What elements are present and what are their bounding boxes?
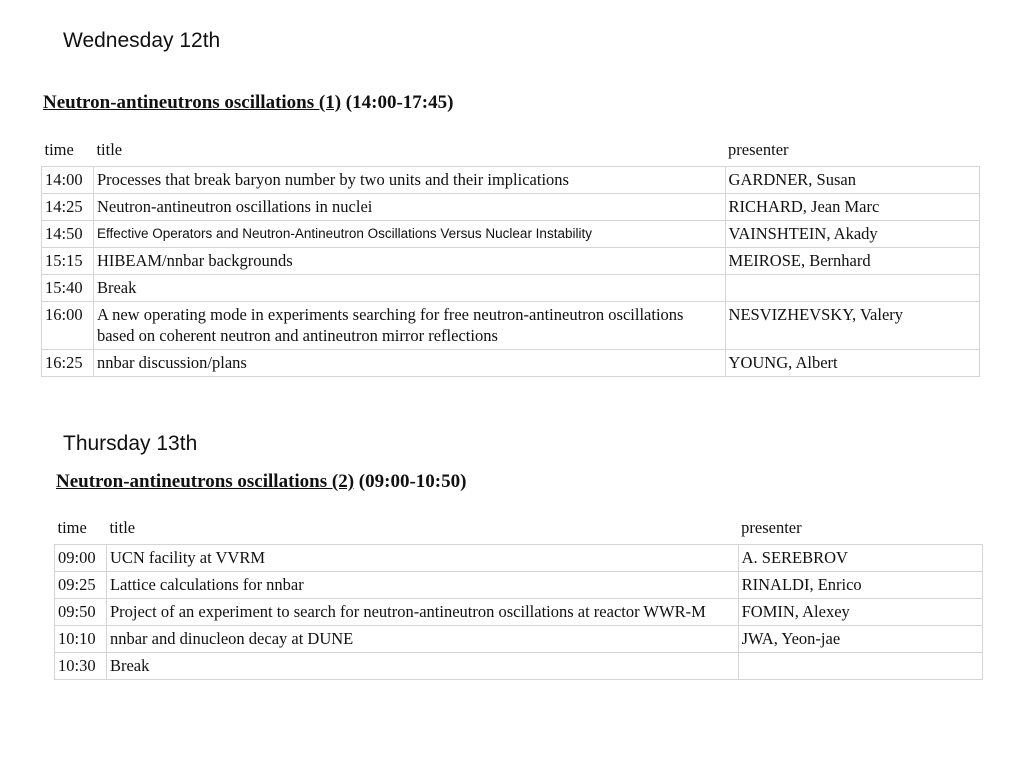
table-row	[42, 302, 980, 350]
schedule-table-1	[41, 138, 980, 377]
header-title: title	[96, 140, 123, 159]
schedule-table-2	[54, 516, 983, 680]
table-header-row	[55, 516, 983, 545]
table-row	[55, 653, 983, 680]
header-time: time	[57, 518, 87, 537]
row-presenter: A. SEREBROV	[738, 545, 982, 572]
session-time: (09:00-10:50)	[358, 471, 467, 492]
table-row	[42, 275, 980, 302]
session-time: (14:00-17:45)	[345, 92, 454, 113]
session-title-2	[56, 471, 466, 493]
row-title: A new operating mode in experiments searching for free neutron-antineutron oscillations based on coherent neutron and antineutron mirror reflections	[93, 302, 725, 350]
table-row	[42, 194, 980, 221]
row-title: nnbar discussion/plans	[93, 350, 725, 377]
table-row	[55, 626, 983, 653]
row-title: HIBEAM/nnbar backgrounds	[93, 248, 725, 275]
session-name: Neutron-antineutrons oscillations (1)	[43, 92, 342, 113]
row-title: Break	[93, 275, 725, 302]
row-time: 15:15	[42, 248, 94, 275]
row-presenter: RINALDI, Enrico	[738, 572, 982, 599]
row-title: Processes that break baryon number by two units and their implications	[93, 167, 725, 194]
row-time: 09:25	[55, 572, 107, 599]
table-row	[42, 221, 980, 248]
row-title: nnbar and dinucleon decay at DUNE	[106, 626, 738, 653]
row-presenter	[738, 653, 982, 680]
table-row	[42, 248, 980, 275]
day-label-wednesday: Wednesday 12th	[63, 29, 221, 52]
row-title: Project of an experiment to search for neutron-antineutron oscillations at reactor WWR-M	[106, 599, 738, 626]
table-row	[55, 545, 983, 572]
row-time: 09:50	[55, 599, 107, 626]
row-time: 14:00	[42, 167, 94, 194]
row-time: 14:25	[42, 194, 94, 221]
header-presenter: presenter	[728, 140, 789, 159]
row-time: 16:00	[42, 302, 94, 350]
row-time: 16:25	[42, 350, 94, 377]
header-time: time	[44, 140, 74, 159]
row-presenter: FOMIN, Alexey	[738, 599, 982, 626]
row-title: Neutron-antineutron oscillations in nuclei	[93, 194, 725, 221]
row-presenter: MEIROSE, Bernhard	[725, 248, 979, 275]
table-row	[42, 167, 980, 194]
row-time: 10:10	[55, 626, 107, 653]
header-presenter: presenter	[741, 518, 802, 537]
row-presenter: YOUNG, Albert	[725, 350, 979, 377]
row-presenter: RICHARD, Jean Marc	[725, 194, 979, 221]
session-title-1	[43, 92, 453, 114]
row-time: 10:30	[55, 653, 107, 680]
row-title: Break	[106, 653, 738, 680]
row-presenter: VAINSHTEIN, Akady	[725, 221, 979, 248]
header-title: title	[109, 518, 136, 537]
row-presenter: JWA, Yeon-jae	[738, 626, 982, 653]
table-row	[55, 599, 983, 626]
table-row	[55, 572, 983, 599]
day-label-thursday: Thursday 13th	[63, 432, 198, 455]
row-presenter: NESVIZHEVSKY, Valery	[725, 302, 979, 350]
row-title: Effective Operators and Neutron-Antineutron Oscillations Versus Nuclear Instability	[93, 221, 725, 248]
row-presenter	[725, 275, 979, 302]
row-time: 14:50	[42, 221, 94, 248]
row-time: 09:00	[55, 545, 107, 572]
session-name: Neutron-antineutrons oscillations (2)	[56, 471, 355, 492]
table-header-row	[42, 138, 980, 167]
row-time: 15:40	[42, 275, 94, 302]
row-title: Lattice calculations for nnbar	[106, 572, 738, 599]
row-title: UCN facility at VVRM	[106, 545, 738, 572]
table-row	[42, 350, 980, 377]
row-presenter: GARDNER, Susan	[725, 167, 979, 194]
